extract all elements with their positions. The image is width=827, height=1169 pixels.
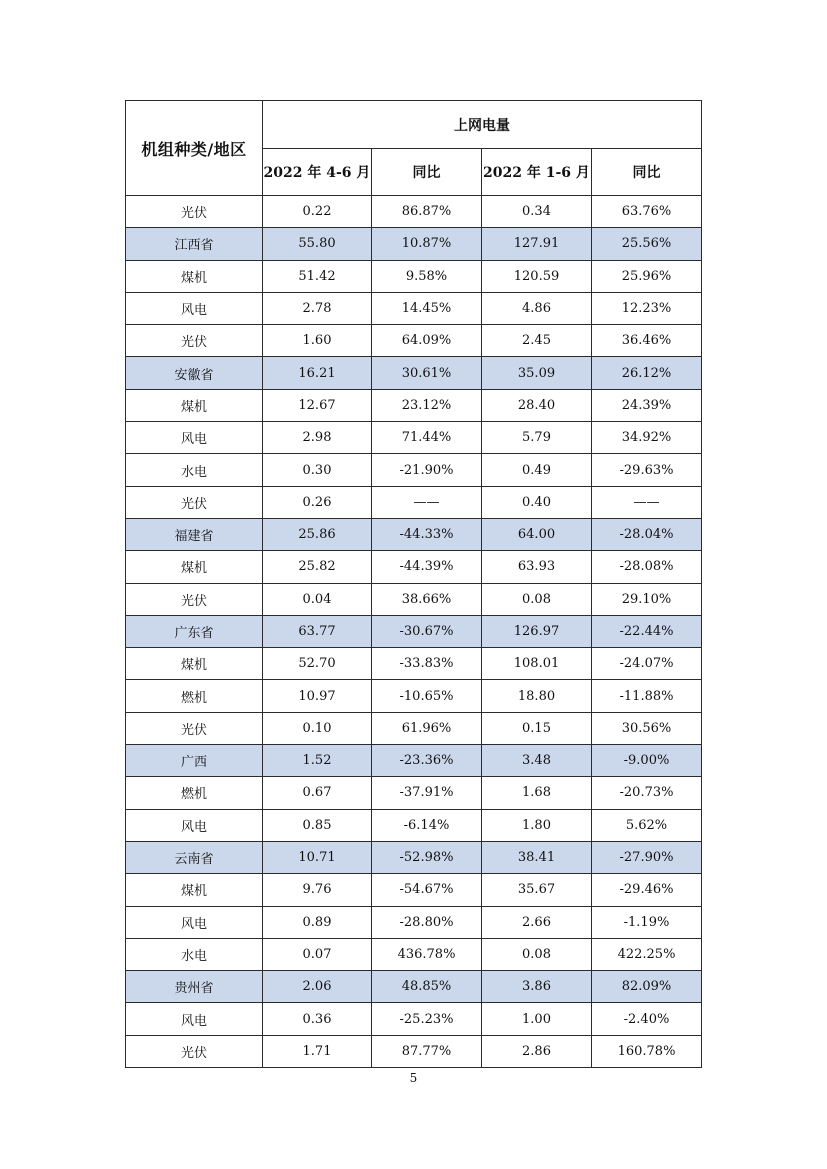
- value-h1-cell: 2.86: [482, 1035, 592, 1067]
- yoy-q2-cell: -44.33%: [372, 518, 482, 550]
- value-h1-cell: 127.91: [482, 228, 592, 260]
- value-q2-cell: 25.86: [263, 518, 372, 550]
- unit-type: 煤机: [126, 874, 263, 906]
- yoy-q2-cell: -6.14%: [372, 809, 482, 841]
- value-h1-cell: 0.08: [482, 938, 592, 970]
- table-row: [126, 712, 702, 744]
- table-row: [126, 422, 702, 454]
- yoy-q2-cell: -44.39%: [372, 551, 482, 583]
- value-q2-cell: 12.67: [263, 389, 372, 421]
- value-h1-cell: 63.93: [482, 551, 592, 583]
- table-row: [126, 1003, 702, 1035]
- province-name: 云南省: [126, 841, 263, 873]
- value-q2-cell: 2.98: [263, 422, 372, 454]
- unit-type: 煤机: [126, 389, 263, 421]
- unit-type: 水电: [126, 938, 263, 970]
- unit-type: 风电: [126, 292, 263, 324]
- yoy-q2-cell: -54.67%: [372, 874, 482, 906]
- value-h1-cell: 2.45: [482, 325, 592, 357]
- province-name: 广东省: [126, 615, 263, 647]
- province-name: 江西省: [126, 228, 263, 260]
- yoy-h1-cell: 63.76%: [592, 196, 702, 228]
- yoy-h1-cell: -27.90%: [592, 841, 702, 873]
- generation-table: [125, 100, 702, 1068]
- value-q2-cell: 10.97: [263, 680, 372, 712]
- table-row: [126, 648, 702, 680]
- value-h1-cell: 0.49: [482, 454, 592, 486]
- yoy-h1-cell: 34.92%: [592, 422, 702, 454]
- yoy-h1-cell: -2.40%: [592, 1003, 702, 1035]
- value-h1-cell: 108.01: [482, 648, 592, 680]
- yoy-h1-cell: 12.23%: [592, 292, 702, 324]
- yoy-h1-cell: 24.39%: [592, 389, 702, 421]
- unit-type: 煤机: [126, 260, 263, 292]
- value-q2-cell: 0.07: [263, 938, 372, 970]
- table-row: [126, 583, 702, 615]
- yoy-h1-cell: 5.62%: [592, 809, 702, 841]
- province-name: 福建省: [126, 518, 263, 550]
- unit-type: 光伏: [126, 325, 263, 357]
- yoy-h1-cell: 30.56%: [592, 712, 702, 744]
- value-h1-cell: 35.67: [482, 874, 592, 906]
- value-q2-cell: 0.36: [263, 1003, 372, 1035]
- value-h1-cell: 126.97: [482, 615, 592, 647]
- value-q2-cell: 0.67: [263, 777, 372, 809]
- yoy-q2-cell: 48.85%: [372, 971, 482, 1003]
- yoy-q2-cell: 14.45%: [372, 292, 482, 324]
- unit-type: 燃机: [126, 777, 263, 809]
- province-row: [126, 971, 702, 1003]
- value-q2-cell: 1.71: [263, 1035, 372, 1067]
- table-row: [126, 551, 702, 583]
- table-row: [126, 938, 702, 970]
- value-q2-cell: 0.26: [263, 486, 372, 518]
- unit-type: 光伏: [126, 583, 263, 615]
- unit-type: 燃机: [126, 680, 263, 712]
- table-row: [126, 906, 702, 938]
- header-unit-region: 机组种类/地区: [126, 101, 263, 196]
- yoy-q2-cell: -28.80%: [372, 906, 482, 938]
- value-q2-cell: 52.70: [263, 648, 372, 680]
- province-row: [126, 357, 702, 389]
- value-h1-cell: 35.09: [482, 357, 592, 389]
- value-h1-cell: 120.59: [482, 260, 592, 292]
- yoy-h1-cell: -24.07%: [592, 648, 702, 680]
- header-q2-2022: 2022 年 4-6 月: [263, 149, 372, 196]
- value-q2-cell: 0.89: [263, 906, 372, 938]
- yoy-h1-cell: 26.12%: [592, 357, 702, 389]
- yoy-h1-cell: -20.73%: [592, 777, 702, 809]
- yoy-q2-cell: -23.36%: [372, 745, 482, 777]
- yoy-q2-cell: 61.96%: [372, 712, 482, 744]
- value-q2-cell: 9.76: [263, 874, 372, 906]
- province-name: 广西: [126, 745, 263, 777]
- yoy-q2-cell: -25.23%: [372, 1003, 482, 1035]
- yoy-h1-cell: -28.04%: [592, 518, 702, 550]
- unit-type: 煤机: [126, 551, 263, 583]
- value-h1-cell: 0.08: [482, 583, 592, 615]
- page-number: 5: [409, 1071, 418, 1085]
- value-q2-cell: 16.21: [263, 357, 372, 389]
- value-h1-cell: 1.00: [482, 1003, 592, 1035]
- value-q2-cell: 25.82: [263, 551, 372, 583]
- table-row: [126, 1035, 702, 1067]
- province-name: 贵州省: [126, 971, 263, 1003]
- yoy-h1-cell: 160.78%: [592, 1035, 702, 1067]
- unit-type: 风电: [126, 1003, 263, 1035]
- table-row: [126, 680, 702, 712]
- value-h1-cell: 1.68: [482, 777, 592, 809]
- yoy-q2-cell: 436.78%: [372, 938, 482, 970]
- value-h1-cell: 0.34: [482, 196, 592, 228]
- value-q2-cell: 0.10: [263, 712, 372, 744]
- yoy-h1-cell: -22.44%: [592, 615, 702, 647]
- value-h1-cell: 5.79: [482, 422, 592, 454]
- yoy-h1-cell: 25.96%: [592, 260, 702, 292]
- yoy-h1-cell: 25.56%: [592, 228, 702, 260]
- unit-type: 风电: [126, 809, 263, 841]
- value-q2-cell: 2.06: [263, 971, 372, 1003]
- value-q2-cell: 0.30: [263, 454, 372, 486]
- yoy-q2-cell: -52.98%: [372, 841, 482, 873]
- header-grid-electricity: 上网电量: [263, 101, 702, 149]
- value-h1-cell: 0.15: [482, 712, 592, 744]
- header-h1-2022: 2022 年 1-6 月: [482, 149, 592, 196]
- province-row: [126, 228, 702, 260]
- yoy-h1-cell: -1.19%: [592, 906, 702, 938]
- header-yoy-q2: 同比: [372, 149, 482, 196]
- province-row: [126, 841, 702, 873]
- yoy-h1-cell: -29.63%: [592, 454, 702, 486]
- province-name: 安徽省: [126, 357, 263, 389]
- value-h1-cell: 4.86: [482, 292, 592, 324]
- header-yoy-h1: 同比: [592, 149, 702, 196]
- table-row: [126, 260, 702, 292]
- value-q2-cell: 0.85: [263, 809, 372, 841]
- table-row: [126, 454, 702, 486]
- value-h1-cell: 64.00: [482, 518, 592, 550]
- value-h1-cell: 1.80: [482, 809, 592, 841]
- yoy-q2-cell: -37.91%: [372, 777, 482, 809]
- value-q2-cell: 0.22: [263, 196, 372, 228]
- yoy-h1-cell: 82.09%: [592, 971, 702, 1003]
- unit-type: 煤机: [126, 648, 263, 680]
- table-row: [126, 486, 702, 518]
- yoy-q2-cell: -10.65%: [372, 680, 482, 712]
- yoy-q2-cell: 87.77%: [372, 1035, 482, 1067]
- value-h1-cell: 3.48: [482, 745, 592, 777]
- value-q2-cell: 10.71: [263, 841, 372, 873]
- yoy-h1-cell: 36.46%: [592, 325, 702, 357]
- value-h1-cell: 3.86: [482, 971, 592, 1003]
- yoy-q2-cell: 71.44%: [372, 422, 482, 454]
- yoy-h1-cell: 422.25%: [592, 938, 702, 970]
- value-q2-cell: 1.60: [263, 325, 372, 357]
- value-h1-cell: 38.41: [482, 841, 592, 873]
- yoy-q2-cell: -30.67%: [372, 615, 482, 647]
- yoy-h1-cell: ——: [592, 486, 702, 518]
- yoy-q2-cell: 30.61%: [372, 357, 482, 389]
- table-row: [126, 389, 702, 421]
- value-q2-cell: 2.78: [263, 292, 372, 324]
- value-q2-cell: 63.77: [263, 615, 372, 647]
- yoy-q2-cell: ——: [372, 486, 482, 518]
- value-h1-cell: 0.40: [482, 486, 592, 518]
- yoy-h1-cell: -29.46%: [592, 874, 702, 906]
- unit-type: 光伏: [126, 196, 263, 228]
- province-row: [126, 518, 702, 550]
- unit-type: 水电: [126, 454, 263, 486]
- table-row: [126, 874, 702, 906]
- unit-type: 风电: [126, 422, 263, 454]
- value-q2-cell: 55.80: [263, 228, 372, 260]
- yoy-q2-cell: 23.12%: [372, 389, 482, 421]
- table-row: [126, 325, 702, 357]
- value-q2-cell: 1.52: [263, 745, 372, 777]
- table-row: [126, 777, 702, 809]
- unit-type: 光伏: [126, 486, 263, 518]
- yoy-q2-cell: 64.09%: [372, 325, 482, 357]
- yoy-q2-cell: 10.87%: [372, 228, 482, 260]
- yoy-h1-cell: -9.00%: [592, 745, 702, 777]
- table-row: [126, 292, 702, 324]
- value-h1-cell: 28.40: [482, 389, 592, 421]
- table-row: [126, 809, 702, 841]
- province-row: [126, 615, 702, 647]
- unit-type: 光伏: [126, 712, 263, 744]
- yoy-q2-cell: -21.90%: [372, 454, 482, 486]
- unit-type: 光伏: [126, 1035, 263, 1067]
- unit-type: 风电: [126, 906, 263, 938]
- yoy-q2-cell: 9.58%: [372, 260, 482, 292]
- table-row: [126, 196, 702, 228]
- yoy-h1-cell: -11.88%: [592, 680, 702, 712]
- table-header: [126, 101, 702, 196]
- yoy-q2-cell: 38.66%: [372, 583, 482, 615]
- province-row: [126, 745, 702, 777]
- value-q2-cell: 0.04: [263, 583, 372, 615]
- value-h1-cell: 18.80: [482, 680, 592, 712]
- table-body: [126, 196, 702, 1068]
- value-h1-cell: 2.66: [482, 906, 592, 938]
- yoy-h1-cell: 29.10%: [592, 583, 702, 615]
- yoy-h1-cell: -28.08%: [592, 551, 702, 583]
- value-q2-cell: 51.42: [263, 260, 372, 292]
- yoy-q2-cell: -33.83%: [372, 648, 482, 680]
- yoy-q2-cell: 86.87%: [372, 196, 482, 228]
